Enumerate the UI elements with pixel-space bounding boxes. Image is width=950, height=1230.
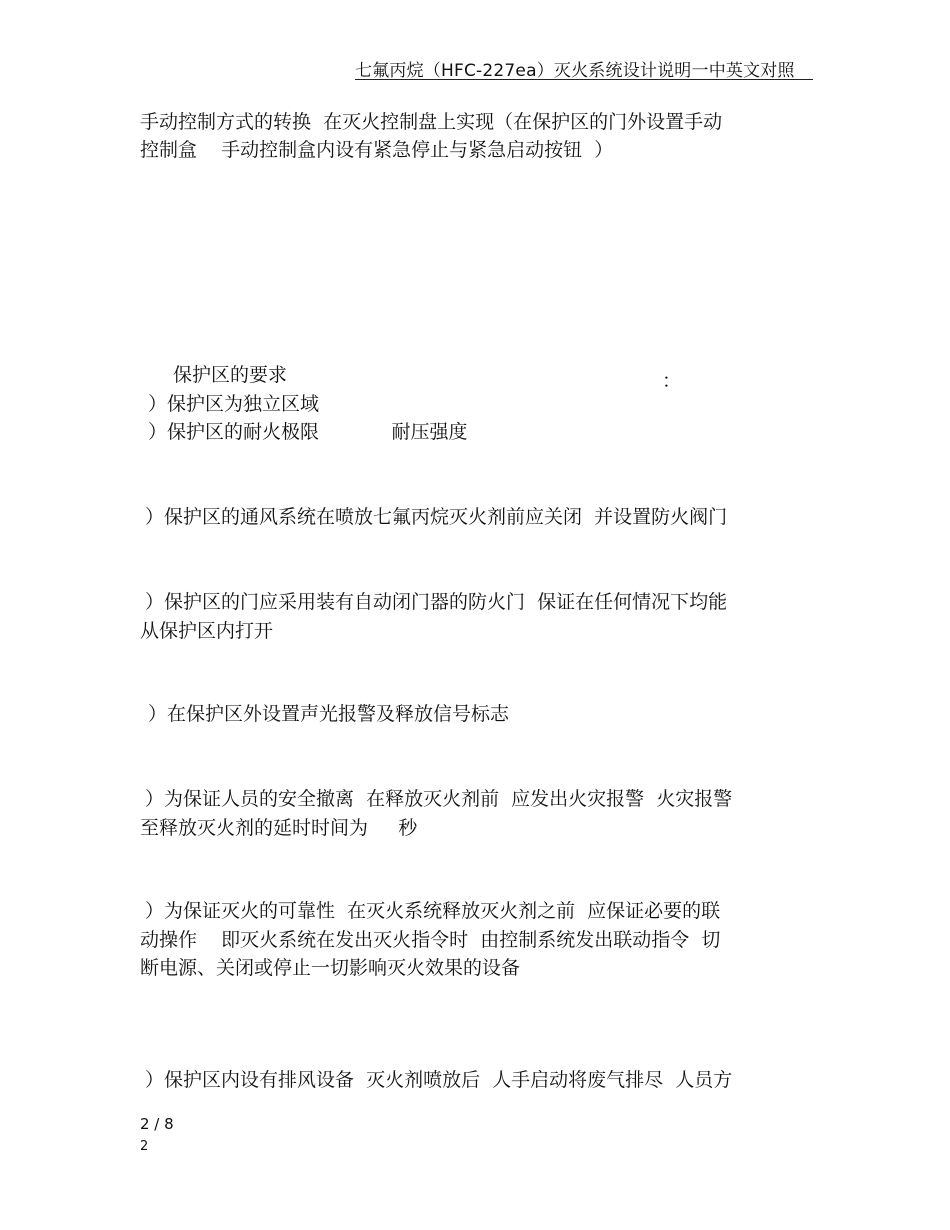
requirement-4-line2: 从保护区内打开 — [140, 620, 274, 642]
paragraph-manual-control-line2: 控制盒 手动控制盒内设有紧急停止与紧急启动按钮 ） — [140, 139, 614, 161]
requirement-3: ）保护区的通风系统在喷放七氟丙烷灭火剂前应关闭 并设置防火阀门 — [145, 506, 728, 528]
requirement-8-line1: ）保护区内设有排风设备 灭火剂喷放后 人手启动将废气排尽 人员方 — [145, 1069, 733, 1091]
header-rule — [355, 79, 813, 80]
requirement-5: ）在保护区外设置声光报警及释放信号标志 — [148, 703, 510, 725]
requirement-7-line3: 断电源、关闭或停止一切影响灭火效果的设备 — [140, 957, 521, 979]
requirement-6-line1: ）为保证人员的安全撤离 在释放灭火剂前 应发出火灾报警 火灾报警 — [145, 788, 733, 810]
requirement-2: ）保护区的耐火极限 耐压强度 — [148, 421, 468, 443]
requirement-6-line2: 至释放灭火剂的延时时间为 秒 — [140, 817, 418, 839]
page-number: 2 — [140, 1139, 149, 1154]
requirement-7-line2: 动操作 即灭火系统在发出灭火指令时 由控制系统发出联动指令 切 — [140, 929, 721, 951]
document-header-title: 七氟丙烷（HFC-227ea）灭火系统设计说明一中英文对照 — [355, 61, 795, 81]
requirement-7-line1: ）为保证灭火的可靠性 在灭火系统释放灭火剂之前 应保证必要的联 — [145, 900, 721, 922]
requirement-4-line1: ）保护区的门应采用装有自动闭门器的防火门 保证在任何情况下均能 — [145, 591, 728, 613]
paragraph-manual-control-line1: 手动控制方式的转换 在灭火控制盘上实现（在保护区的门外设置手动 — [140, 111, 723, 133]
section-title-protection-area: 保护区的要求 — [173, 364, 288, 386]
requirement-1: ）保护区为独立区域 — [148, 393, 320, 415]
page-indicator: 2 / 8 — [140, 1115, 174, 1133]
section-title-colon: ： — [662, 370, 682, 392]
